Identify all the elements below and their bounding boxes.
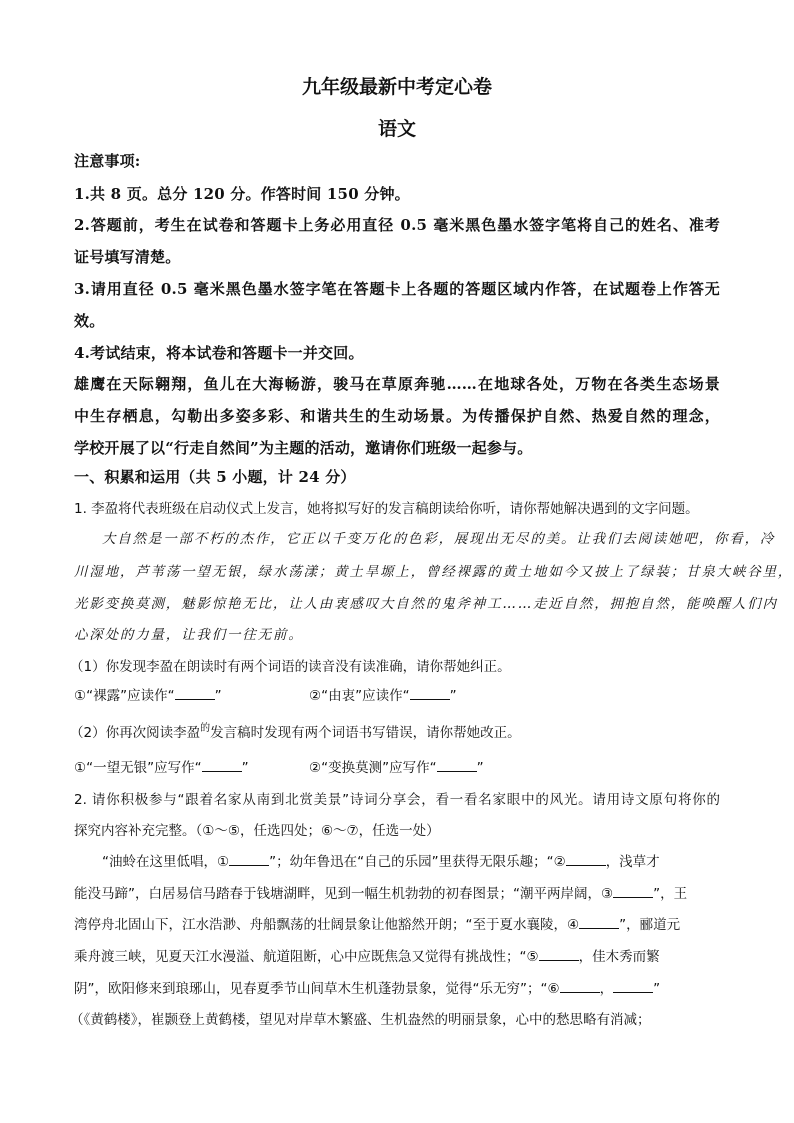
q2-text-line-3: 湾停舟北固山下，江水浩渺、舟船飘荡的壮阔景象让他豁然开朗；“至于夏水襄陵，④ ”，郦道元: [74, 913, 680, 933]
q2-text-line-1: “油蛉在这里低唱，① ”；幼年鲁迅在“自己的乐园”里获得无限乐趣；“② ，浅草才: [102, 850, 660, 870]
q2-text-line-6: （《黄鹤楼》，崔颢登上黄鹤楼，望见对岸草木繁盛、生机盎然的明丽景象，心中的愁思略有消减；: [70, 1012, 651, 1028]
answer-blank[interactable]: [229, 851, 269, 866]
answer-blank[interactable]: [613, 978, 653, 993]
q2-text-line-2: 能没马蹄”，白居易信马踏春于钱塘湖畔，见到一幅生机勃勃的初春图景；“潮平两岸阔，③ ”，王: [74, 882, 687, 902]
exam-title: 九年级最新中考定心卷: [301, 76, 492, 98]
q1-sub2-item-2: ②“变换莫测”应写作“ ”: [309, 756, 484, 776]
q1-stem: 1. 李盈将代表班级在启动仪式上发言，她将拟写好的发言稿朗读给你听，请你帮她解决遇到的文字问题。: [74, 501, 699, 517]
note-1: 1.共 8 页。总分 120 分。作答时间 150 分钟。: [74, 185, 410, 203]
intro-line-3: 学校开展了以“行走自然间”为主题的活动，邀请你们班级一起参与。: [74, 439, 533, 457]
q1-sub2-item-1: ①“一望无银”应写作“ ”: [74, 756, 249, 776]
note-4: 4.考试结束，将本试卷和答题卡一并交回。: [74, 344, 364, 362]
q1-passage-line-1: 大自然是一部不朽的杰作，它正以千变万化的色彩，展现出无尽的美。让我们去阅读她吧，你看，冷: [102, 531, 776, 547]
q2-text-line-5: 阴”，欧阳修来到琅琊山，见春夏季节山间草木生机蓬勃景象，觉得“乐无穷”；“⑥ ， ”: [74, 977, 660, 997]
answer-blank[interactable]: [579, 914, 619, 929]
q2-text-line-4: 乘舟渡三峡，见夏天江水漫溢、航道阻断，心中应既焦急又觉得有挑战性；“⑤ ，佳木秀而繁: [74, 945, 660, 965]
intro-line-2: 中生存栖息，勾勒出多姿多彩、和谐共生的生动场景。为传播保护自然、热爱自然的理念，: [74, 407, 720, 425]
note-2-line-2: 证号填写清楚。: [74, 248, 181, 266]
exam-subject: 语文: [377, 118, 416, 140]
q2-stem-line-2: 探究内容补充完整。（①～⑤，任选四处；⑥～⑦，任选一处）: [74, 823, 440, 839]
note-3-line-1: 3.请用直径 0.5 毫米黑色墨水签字笔在答题卡上各题的答题区域内作答，在试题卷上作答无: [74, 280, 720, 298]
answer-blank[interactable]: [410, 685, 450, 700]
section-1-heading: 一、积累和运用（共 5 小题，计 24 分）: [74, 468, 356, 486]
answer-blank[interactable]: [560, 978, 600, 993]
answer-blank[interactable]: [539, 946, 579, 961]
note-3-line-2: 效。: [74, 312, 105, 330]
q2-stem-line-1: 2. 请你积极参与“跟着名家从南到北赏美景”诗词分享会，看一看名家眼中的风光。请用诗文原句将你的: [74, 792, 720, 808]
intro-line-1: 雄鹰在天际翱翔，鱼儿在大海畅游，骏马在草原奔驰……在地球各处，万物在各类生态场景: [74, 375, 720, 393]
note-2-line-1: 2.答题前，考生在试卷和答题卡上务必用直径 0.5 毫米黑色墨水签字笔将自己的姓名、准考: [74, 216, 720, 234]
answer-blank[interactable]: [437, 757, 477, 772]
q1-sub1-item-1: ①“裸露”应读作“ ”: [74, 684, 222, 704]
answer-blank[interactable]: [566, 851, 606, 866]
answer-blank[interactable]: [175, 685, 215, 700]
q1-passage-line-3: 光影变换莫测，魅影惊艳无比，让人由衷感叹大自然的鬼斧神工……走近自然，拥抱自然，能唤醒人们内: [74, 596, 778, 612]
q1-sub1-prompt: （1）你发现李盈在朗读时有两个词语的读音没有读准确，请你帮她纠正。: [70, 659, 511, 675]
q1-sub2-prompt: （2）你再次阅读李盈$^的$发言稿时发现有两个词语书写错误，请你帮她改正。: [70, 723, 521, 741]
answer-blank[interactable]: [202, 757, 242, 772]
q1-passage-line-4: 心深处的力量，让我们一往无前。: [74, 627, 304, 643]
notes-heading: 注意事项:: [74, 152, 141, 170]
q1-passage-line-2: 川湿地，芦苇荡一望无银，绿水荡漾；黄土旱塬上，曾经裸露的黄土地如今又披上了绿装；甘泉大峡谷里，: [74, 564, 794, 580]
q1-sub1-item-2: ②“由衷”应读作“ ”: [309, 684, 457, 704]
answer-blank[interactable]: [613, 883, 653, 898]
